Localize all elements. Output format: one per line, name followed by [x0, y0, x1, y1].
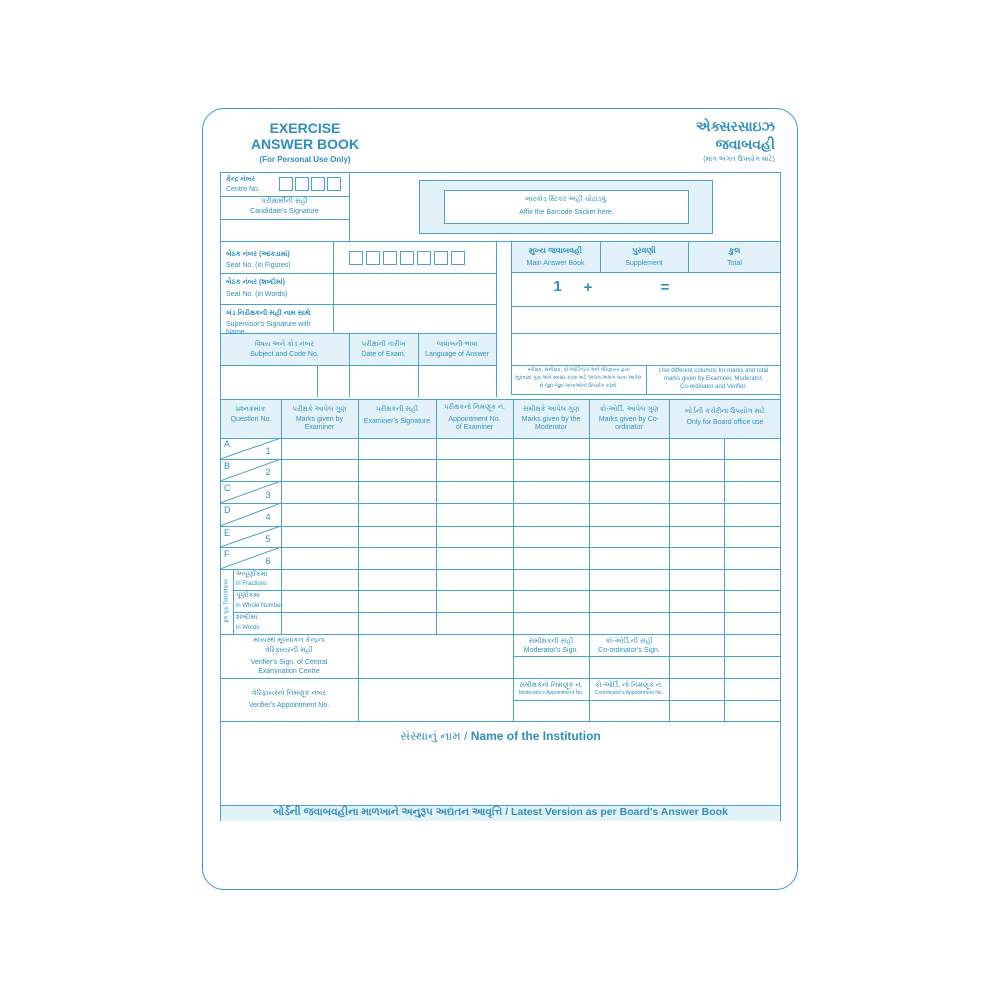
moderator-app-gu: સમીક્ષકનો નિમણૂક નં.: [519, 682, 583, 689]
main-book-count: 1: [553, 278, 562, 295]
date-label-en: Date of Exam.: [361, 351, 406, 358]
note-en-3: Co-ordinator and Verifier.: [680, 384, 747, 390]
col-mod-en: Marks given by the Moderator: [521, 416, 581, 432]
col-question-gu: પ્રશ્નક્રમાંક: [235, 406, 266, 413]
footer-text: બોર્ડની જવાબવહીના માળખાને અનુરૂપ અદ્યતન આવૃત્તિ / Latest Version as per Board's Answer Book: [273, 806, 728, 818]
barcode-label-en: Affix the Barcode Sticker here.: [519, 209, 614, 216]
seat-no-box-4[interactable]: [400, 251, 414, 265]
total-marks-vertical-cell: [220, 569, 233, 634]
total-label-gu: કુલ: [728, 246, 741, 255]
col-app-en: Appointment No. of Examiner: [448, 416, 501, 432]
verifier-app-gu: વેરિફાયરનો નિમણૂક નંબર: [252, 690, 326, 697]
language-label-en: Language of Answer: [425, 351, 489, 358]
row-num-4: 4: [265, 512, 271, 522]
col-co-gu: કો-ઓર્ડિ. આપેલ ગુણ: [599, 406, 659, 413]
subtitle-en: (For Personal Use Only): [259, 155, 351, 164]
supplement-label-en: Supplement: [625, 260, 663, 267]
seat-no-box-2[interactable]: [366, 251, 380, 265]
centre-no-box-4[interactable]: [327, 177, 341, 191]
supplement-label-gu: પુરવણી: [632, 246, 656, 255]
moderator-sign-en: Moderator's Sign.: [523, 647, 579, 654]
verifier-sign-en-1: Verifier's Sign. of Central: [250, 659, 328, 666]
title-gu-line1: એક્સરસાઇઝ: [695, 118, 775, 134]
in-words-en: in Words: [236, 625, 260, 631]
centre-no-box-3[interactable]: [311, 177, 325, 191]
note-gu-2: મૂકવામાં ગુણ અને સ્વાક્ષર કરવા માટે અલગ-અલગ ખાના આપેલ: [515, 375, 642, 381]
supervisor-sign-label-en: Supervisor's Signature with Name: [226, 321, 311, 337]
institution-label-en: Name of the Institution: [470, 729, 601, 743]
plus-sign: +: [583, 279, 593, 296]
seat-no-box-6[interactable]: [434, 251, 448, 265]
centre-no-label-en: Centre No.: [226, 186, 260, 193]
row-letter-e: E: [224, 528, 231, 538]
coordinator-app-gu: કો-ઓર્ડિ. નો નિમણૂક નં.: [594, 682, 664, 689]
col-mod-gu: સમીક્ષકે આપેલ ગુણ: [522, 406, 580, 413]
col-sig-gu: પરીક્ષકની સહી: [376, 406, 418, 413]
title-en-line1: EXERCISE: [269, 120, 341, 136]
institution-label-gu: સંસ્થાનું નામ: [400, 729, 461, 743]
main-book-label-en: Main Answer Book: [526, 260, 585, 267]
subject-label-en: Subject and Code No.: [250, 351, 319, 358]
in-whole-gu: પૂર્ણાંકમાં: [236, 592, 260, 599]
language-label-gu: જવાબની ભાષા: [436, 341, 478, 348]
row-letter-d: D: [224, 505, 231, 515]
row-letter-a: A: [224, 439, 231, 449]
candidate-sign-label-en: Candidate's Signature: [250, 208, 319, 215]
row-letter-c: C: [224, 483, 231, 493]
verifier-sign-en-2: Examination Centre: [258, 668, 320, 675]
col-board-gu: બોર્ડની કચેરીના ઉપયોગ માટે: [684, 408, 766, 415]
seat-no-box-5[interactable]: [417, 251, 431, 265]
centre-no-box-2[interactable]: [295, 177, 309, 191]
total-label-en: Total: [727, 260, 742, 267]
col-co-en: Marks given by Co-ordinator: [598, 416, 660, 432]
subject-label-gu: વિષય અને કોડ નંબર: [254, 341, 314, 348]
col-exm-en: Marks given by Examiner: [295, 416, 344, 432]
seat-words-label-gu: બેઠક નંબર (શબ્દોમાં): [226, 279, 285, 286]
row-num-3: 3: [265, 490, 271, 500]
centre-no-box-1[interactable]: [279, 177, 293, 191]
title-gu-line2: જવાબવહી: [715, 136, 775, 152]
in-fractions-en: in Fractions: [236, 581, 268, 587]
seat-no-box-1[interactable]: [349, 251, 363, 265]
note-gu-1: પરીક્ષક, સમીક્ષક, કો-ઓર્ડિનેટર અને વેરિફાયર દ્વારા: [527, 367, 630, 373]
supervisor-sign-label-gu: ખંડ નિરીક્ષકની સહી નામ સાથે: [226, 310, 311, 317]
verifier-app-en: Verifier's Appointment No.: [248, 702, 330, 709]
seat-no-box-3[interactable]: [383, 251, 397, 265]
row-num-2: 2: [265, 467, 271, 477]
institution-sep: /: [464, 729, 468, 743]
title-en-line2: ANSWER BOOK: [250, 136, 360, 152]
verifier-sign-gu-1: મધ્યસ્થ મૂલ્યાંકન કેન્દ્રના: [253, 637, 325, 644]
note-gu-3: છે જુદા-જુદા ખાનાઓનો ઉપયોગ કરવો.: [539, 383, 618, 389]
moderator-sign-gu: સમીક્ષકની સહી: [528, 638, 574, 645]
in-words-gu: શબ્દોમાં: [236, 614, 258, 621]
main-book-label-gu: મુખ્ય જવાબવહી: [528, 246, 583, 255]
row-num-1: 1: [265, 446, 271, 456]
coordinator-sign-gu: કો-ઓર્ડિ.ની સહી: [605, 638, 653, 645]
col-question-en: Question No.: [230, 416, 272, 423]
total-marks-vertical-label: કુલ ગુણ Total Marks: [223, 579, 230, 623]
subtitle-gu: (માત્ર અંગત ઉપયોગ માટે): [703, 156, 775, 163]
moderator-app-en: Moderator's Appointment No.: [518, 690, 584, 696]
seat-no-box-7[interactable]: [451, 251, 465, 265]
row-num-6: 6: [265, 556, 271, 566]
seat-words-label-en: Seat No. (in Words): [226, 291, 288, 298]
in-fractions-gu: અપૂર્ણાંકમાં: [236, 571, 268, 578]
in-whole-en: in Whole Number: [236, 603, 283, 609]
row-letter-f: F: [224, 549, 230, 559]
date-label-gu: પરીક્ષાની તારીખ: [361, 341, 406, 348]
col-app-gu: પરીક્ષકનો નિમણૂક નં.: [444, 404, 505, 411]
row-num-5: 5: [265, 534, 271, 544]
note-en-2: marks given by Examiner, Moderator,: [663, 376, 764, 382]
candidate-sign-label-gu: પરીક્ષાર્થીની સહી: [261, 198, 308, 205]
coordinator-sign-en: Co-ordinator's Sign.: [598, 647, 660, 654]
row-letter-b: B: [224, 461, 231, 471]
institution-label: [220, 728, 781, 744]
coordinator-app-en: Coordinator's Appointment No.: [595, 690, 663, 696]
col-sig-en: Examiner's Signature: [363, 418, 431, 425]
col-exm-gu: પરીક્ષકે આપેલ ગુણ: [292, 406, 347, 413]
equals-sign: =: [660, 279, 670, 296]
col-board-en: Only for Board office use: [686, 419, 764, 426]
barcode-label-gu: બારકોડ સ્ટિકર અહીં ચોંટાડવું.: [525, 196, 608, 203]
centre-no-label-gu: કેન્દ્ર નંબર: [226, 176, 255, 183]
seat-fig-label-gu: બેઠક નંબર (આંકડામાં): [226, 251, 290, 258]
verifier-sign-gu-2: વેરિફાયરની સહી: [265, 647, 313, 654]
seat-fig-label-en: Seat No. (in Figures): [226, 262, 291, 269]
note-en-1: Use different columns for marks and total: [658, 368, 769, 374]
